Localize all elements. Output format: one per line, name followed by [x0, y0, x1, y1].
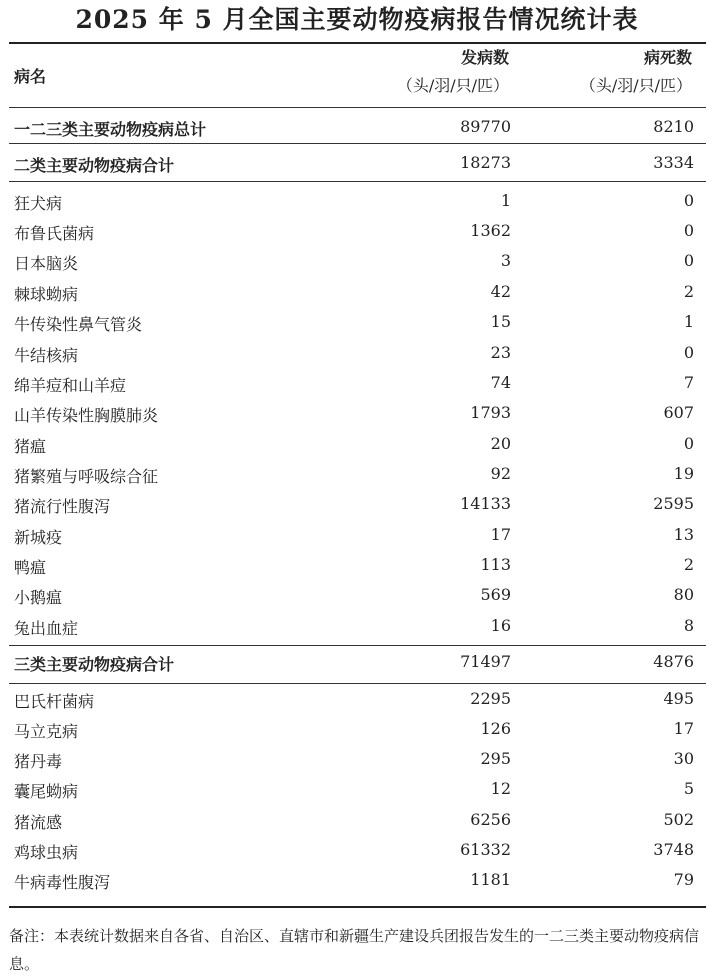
- cases-cell: 16: [490, 616, 511, 635]
- table-row: [0, 459, 714, 489]
- table-row: [0, 865, 714, 895]
- deaths-cell: 8210: [653, 117, 694, 136]
- table-row: [0, 186, 714, 216]
- deaths-cell: 79: [673, 870, 694, 889]
- table-row: [0, 368, 714, 398]
- cases-cell: 71497: [460, 652, 511, 671]
- table-row: [0, 338, 714, 368]
- cases-cell: 23: [490, 343, 511, 362]
- disease-name-cell: 二类主要动物疫病合计: [14, 156, 175, 175]
- table-row-total: [0, 148, 714, 178]
- cases-cell: 569: [480, 585, 511, 604]
- table-row: [0, 489, 714, 519]
- table-row: [0, 307, 714, 337]
- deaths-cell: 3748: [653, 840, 694, 859]
- disease-name-cell: 牛传染性鼻气管炎: [14, 315, 143, 334]
- table-row-total: [0, 647, 714, 677]
- cases-cell: 1181: [470, 870, 511, 889]
- deaths-cell: 0: [683, 434, 694, 453]
- disease-name-cell: 一二三类主要动物疫病总计: [14, 120, 207, 139]
- deaths-cell: 3334: [653, 153, 694, 172]
- cases-cell: 89770: [460, 117, 511, 136]
- cases-cell: 113: [480, 555, 511, 574]
- disease-name-cell: 鸡球虫病: [14, 843, 79, 862]
- cases-cell: 61332: [460, 840, 511, 859]
- disease-name-cell: 兔出血症: [14, 619, 79, 638]
- cases-cell: 6256: [470, 810, 511, 829]
- table-row: [0, 805, 714, 835]
- deaths-cell: 502: [663, 810, 694, 829]
- disease-name-cell: 囊尾蚴病: [14, 782, 79, 801]
- footnote: 备注：本表统计数据来自各省、自治区、直辖市和新疆生产建设兵团报告发生的一二三类主要动物疫病信息。: [9, 927, 700, 973]
- column-header-cases-unit: （头/羽/只/匹）: [396, 76, 509, 95]
- column-header-deaths-unit: （头/羽/只/匹）: [579, 76, 692, 95]
- deaths-cell: 0: [683, 221, 694, 240]
- column-header-name: 病名: [14, 67, 47, 86]
- cases-cell: 42: [490, 282, 511, 301]
- disease-name-cell: 猪丹毒: [14, 752, 63, 771]
- deaths-cell: 13: [673, 525, 694, 544]
- cases-cell: 92: [490, 464, 511, 483]
- table-row: [0, 774, 714, 804]
- column-header-cases: [397, 44, 509, 100]
- deaths-cell: 80: [673, 585, 694, 604]
- disease-name-cell: 猪瘟: [14, 437, 47, 456]
- column-header-deaths-title: 病死数: [643, 48, 692, 67]
- table-bottom-rule: [9, 906, 706, 908]
- table-row-total: [0, 112, 714, 142]
- cases-cell: 126: [480, 719, 511, 738]
- table-row: [0, 835, 714, 865]
- deaths-cell: 2595: [653, 494, 694, 513]
- deaths-cell: 4876: [653, 652, 694, 671]
- table-row: [0, 611, 714, 641]
- cases-cell: 15: [490, 312, 511, 331]
- table-row: [0, 277, 714, 307]
- cases-cell: 18273: [460, 153, 511, 172]
- deaths-cell: 2: [683, 282, 694, 301]
- disease-name-cell: 布鲁氏菌病: [14, 224, 95, 243]
- disease-name-cell: 新城疫: [14, 528, 63, 547]
- deaths-cell: 7: [683, 373, 694, 392]
- cases-cell: 20: [490, 434, 511, 453]
- deaths-cell: 5: [683, 779, 694, 798]
- disease-name-cell: 小鹅瘟: [14, 588, 63, 607]
- cases-cell: 74: [490, 373, 511, 392]
- disease-name-cell: 鸭瘟: [14, 558, 47, 577]
- section-rule: [9, 645, 706, 646]
- deaths-cell: 2: [683, 555, 694, 574]
- deaths-cell: 1: [683, 312, 694, 331]
- page-title: 2025 年 5 月全国主要动物疫病报告情况统计表: [75, 5, 639, 34]
- cases-cell: 3: [500, 251, 511, 270]
- column-header-cases-title: 发病数: [460, 48, 509, 67]
- cases-cell: 1362: [470, 221, 511, 240]
- deaths-cell: 17: [673, 719, 694, 738]
- disease-name-cell: 牛病毒性腹泻: [14, 873, 111, 892]
- deaths-cell: 607: [663, 403, 694, 422]
- disease-name-cell: 猪流感: [14, 813, 63, 832]
- header-bottom-rule: [9, 107, 706, 108]
- deaths-cell: 30: [673, 749, 694, 768]
- table-row: [0, 580, 714, 610]
- cases-cell: 14133: [460, 494, 511, 513]
- deaths-cell: 0: [683, 191, 694, 210]
- cases-cell: 1793: [470, 403, 511, 422]
- disease-name-cell: 马立克病: [14, 722, 79, 741]
- disease-name-cell: 牛结核病: [14, 346, 79, 365]
- disease-name-cell: 棘球蚴病: [14, 285, 79, 304]
- cases-cell: 295: [480, 749, 511, 768]
- cases-cell: 2295: [470, 689, 511, 708]
- disease-name-cell: 猪流行性腹泻: [14, 497, 111, 516]
- column-header-deaths: [580, 44, 692, 100]
- deaths-cell: 19: [673, 464, 694, 483]
- section-rule: [9, 181, 706, 182]
- deaths-cell: 495: [663, 689, 694, 708]
- disease-name-cell: 三类主要动物疫病合计: [14, 655, 175, 674]
- cases-cell: 1: [500, 191, 511, 210]
- table-row: [0, 550, 714, 580]
- table-row: [0, 684, 714, 714]
- section-rule: [9, 143, 706, 144]
- deaths-cell: 8: [683, 616, 694, 635]
- table-row: [0, 398, 714, 428]
- disease-name-cell: 日本脑炎: [14, 254, 79, 273]
- deaths-cell: 0: [683, 251, 694, 270]
- cases-cell: 12: [490, 779, 511, 798]
- table-row: [0, 216, 714, 246]
- disease-name-cell: 绵羊痘和山羊痘: [14, 376, 127, 395]
- table-row: [0, 744, 714, 774]
- disease-name-cell: 猪繁殖与呼吸综合征: [14, 467, 159, 486]
- cases-cell: 17: [490, 525, 511, 544]
- table-row: [0, 520, 714, 550]
- disease-name-cell: 山羊传染性胸膜肺炎: [14, 406, 159, 425]
- table-row: [0, 714, 714, 744]
- table-row: [0, 429, 714, 459]
- disease-name-cell: 狂犬病: [14, 194, 63, 213]
- deaths-cell: 0: [683, 343, 694, 362]
- disease-name-cell: 巴氏杆菌病: [14, 692, 95, 711]
- table-row: [0, 246, 714, 276]
